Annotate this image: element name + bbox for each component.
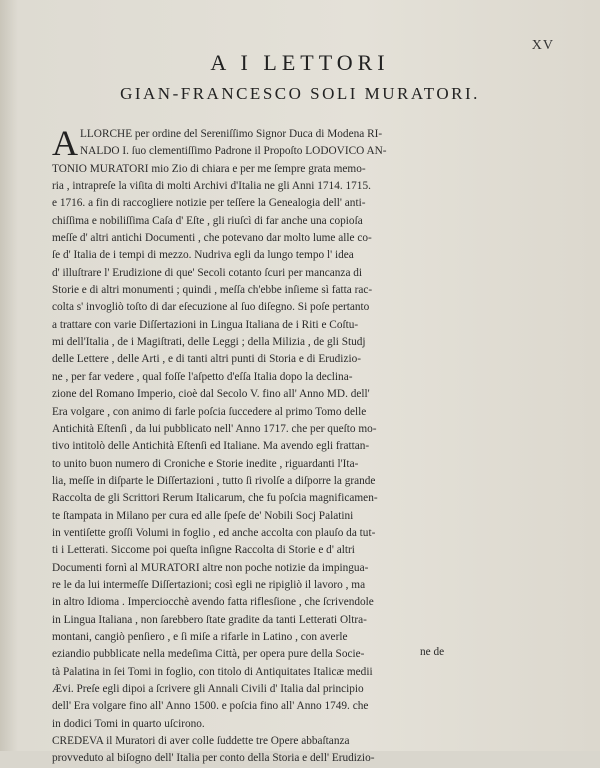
text-line: TONIO MURATORI mio Zio di chiara e per me ſempre grata memo- bbox=[52, 162, 366, 175]
text-line: mi dell'Italia , de i Magiſtrati, delle Leggi ; della Milizia , de gli Studj bbox=[52, 336, 366, 349]
text-line: NALDO I. ſuo clementiſſimo Padrone il Propoſto LODOVICO AN- bbox=[80, 145, 387, 158]
text-line: delle Lettere , delle Arti , e di tanti altri punti di Storia e di Erudizio- bbox=[52, 353, 362, 366]
text-line: a trattare con varie Diſſertazioni in Lingua Italiana de i Riti e Coſtu- bbox=[52, 318, 359, 331]
page-subtitle: GIAN-FRANCESCO SOLI MURATORI. bbox=[120, 84, 480, 103]
text-line: meſſe d' altri antichi Documenti , che potevano dar molto lume alle co- bbox=[52, 232, 372, 245]
text-line: LLORCHE per ordine del Sereniſſimo Signor Duca di Modena RI- bbox=[80, 128, 383, 140]
text-line: provveduto al biſogno dell' Italia per conto della Storia e dell' Erudizio- bbox=[52, 752, 375, 765]
text-line: Raccolta de gli Scrittori Rerum Italicarum, che fu poſcia magnificamen- bbox=[52, 492, 378, 505]
text-line: in altro Idioma . Imperciocchè avendo fatta riflesſione , che ſcrivendole bbox=[52, 596, 374, 609]
text-line: dell' Era volgare fino all' Anno 1500. e poſcia fino all' Anno 1749. che bbox=[52, 700, 369, 713]
text-line: re le da lui intermeſſe Diſſertazioni; così egli ne ripigliò il lavoro , ma bbox=[52, 578, 366, 591]
text-line: zione del Romano Imperio, cioè dal Secolo V. fino all' Anno MD. dell' bbox=[52, 388, 370, 401]
body-text bbox=[52, 123, 472, 768]
text-line: ti i Letterati. Siccome poi queſta inſigne Raccolta di Storie e d' altri bbox=[52, 544, 355, 557]
text-line: CREDEVA il Muratori di aver colle ſuddette tre Opere abbaſtanza bbox=[52, 735, 350, 748]
text-line: te ſtampata in Milano per cura ed alle ſpeſe de' Nobili Socj Palatini bbox=[52, 509, 354, 522]
drop-cap: A bbox=[52, 123, 78, 163]
text-line: eziandio pubblicate nella medeſima Città, per opera pure della Socie- bbox=[52, 648, 365, 661]
text-line: in ventiſette groſſi Volumi in foglio , ed anche accolta con plauſo da tut- bbox=[52, 526, 376, 539]
text-line: in Lingua Italiana , non ſarebbero ſtate gradite da tanti Letterati Oltra- bbox=[52, 613, 367, 626]
text-line: ne , per far vedere , qual foſſe l'aſpetto d'eſſa Italia dopo la declina- bbox=[52, 370, 353, 383]
text-line: colta s' invogliò toſto di dar eſecuzione al ſuo diſegno. Si poſe pertanto bbox=[52, 301, 370, 314]
text-line: to unito buon numero di Croniche e Storie inedite , riguardanti l'Ita- bbox=[52, 457, 359, 470]
text-line: e 1716. a fin di raccogliere notizie per teſſere la Genealogia dell' anti- bbox=[52, 197, 366, 210]
text-line: Era volgare , con animo di farle poſcia ſuccedere al primo Tomo delle bbox=[52, 405, 367, 418]
text-line: d' illuſtrare l' Erudizione di que' Secoli cotanto ſcuri per mancanza di bbox=[52, 266, 363, 279]
text-line: Documenti fornì al MURATORI altre non poche notizie da impingua- bbox=[52, 561, 369, 574]
text-line: ſe d' Italia de i tempi di mezzo. Nudriva egli da lungo tempo l' idea bbox=[52, 249, 354, 262]
page-title: A I LETTORI bbox=[210, 50, 390, 75]
page-number: XV bbox=[531, 38, 554, 53]
catchword: ne de bbox=[420, 646, 445, 658]
text-line: in dodici Tomi in quarto uſcirono. bbox=[52, 717, 205, 730]
text-line: Storie e di altri monumenti ; quindi , meſſa ch'ebbe inſieme sì fatta rac- bbox=[52, 284, 373, 297]
text-line: Antichità Eſtenſi , da lui pubblicato nell' Anno 1717. che per queſto mo- bbox=[52, 422, 377, 435]
text-line: chiſſima e nobiliſſima Caſa d' Eſte , gli riuſcì di far anche una copioſa bbox=[52, 214, 363, 227]
text-line: Ævi. Preſe egli dipoi a ſcrivere gli Annali Civili d' Italia dal principio bbox=[52, 683, 364, 695]
text-line: ria , intrapreſe la viſita di molti Archivi d'Italia ne gli Anni 1714. 1715. bbox=[52, 180, 371, 193]
text-line: lia, meſſe in diſparte le Diſſertazioni , tutto ſi rivolſe a diſporre la grande bbox=[52, 474, 376, 487]
text-line: tivo intitolò delle Antichità Eſtenſi ed Italiane. Ma avendo egli frattan- bbox=[52, 440, 370, 453]
text-line: tà Palatina in ſei Tomi in foglio, con titolo di Antiquitates Italicæ medii bbox=[52, 665, 373, 678]
text-line: montani, cangiò penſiero , e ſi miſe a rifarle in Latino , con averle bbox=[52, 630, 348, 643]
